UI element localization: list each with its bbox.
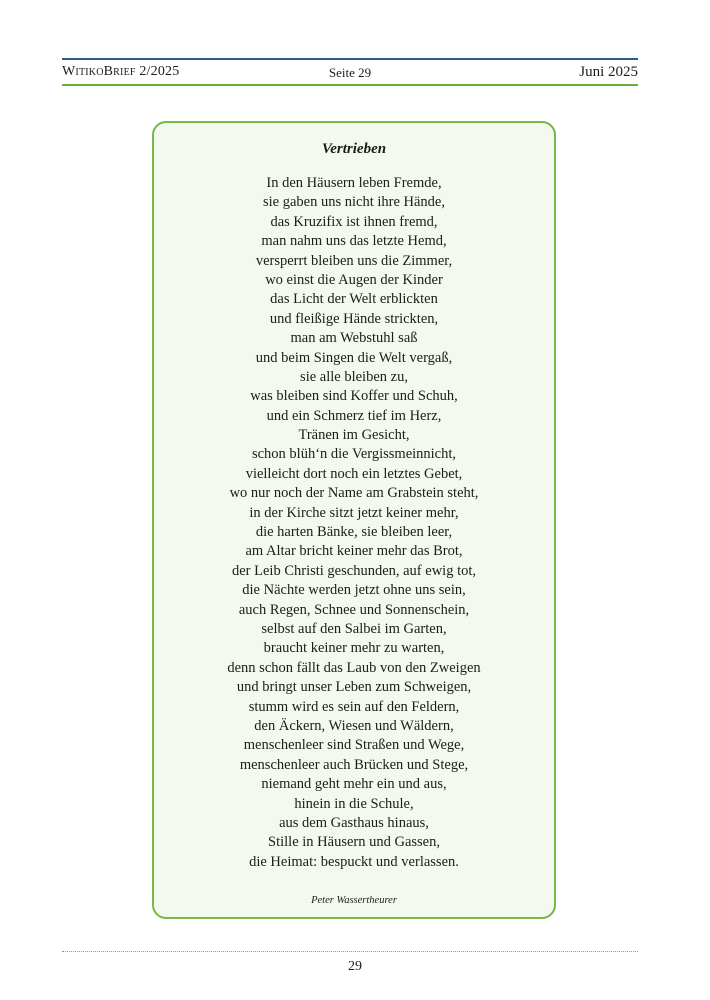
poem-line: braucht keiner mehr zu warten, xyxy=(263,640,445,657)
poem-line: man am Webstuhl saß xyxy=(290,330,418,347)
footer-page-number: 29 xyxy=(348,959,362,974)
poem-line: das Licht der Welt erblickten xyxy=(270,291,438,308)
footer-rule xyxy=(62,951,638,953)
poem-line: selbst auf den Salbei im Garten, xyxy=(261,620,447,637)
poem-line: menschenleer sind Straßen und Wege, xyxy=(243,737,465,754)
poem-line: schon blüh‘n die Vergissmeinnicht, xyxy=(251,446,457,463)
page-header xyxy=(62,58,638,88)
poem-line: versperrt bleiben uns die Zimmer, xyxy=(255,252,453,269)
header-publication: WitikoBrief 2/2025 xyxy=(62,64,180,79)
poem-line: was bleiben sind Koffer und Schuh, xyxy=(250,388,458,405)
poem-line: wo einst die Augen der Kinder xyxy=(265,271,443,288)
poem-line: hinein in die Schule, xyxy=(294,795,414,812)
poem-line: die Heimat: bespuckt und verlassen. xyxy=(249,853,459,870)
poem-line: die Nächte werden jetzt ohne uns sein, xyxy=(242,582,466,599)
poem-author: Peter Wassertheurer xyxy=(311,895,397,906)
poem-line: Stille in Häusern und Gassen, xyxy=(268,834,440,851)
poem-line: niemand geht mehr ein und aus, xyxy=(261,776,447,793)
poem-line: in der Kirche sitzt jetzt keiner mehr, xyxy=(249,504,459,521)
poem-line: und beim Singen die Welt vergaß, xyxy=(255,349,453,366)
poem-line: sie alle bleiben zu, xyxy=(300,368,408,385)
poem-line: die harten Bänke, sie bleiben leer, xyxy=(255,524,453,541)
poem-line: Tränen im Gesicht, xyxy=(298,427,410,444)
poem-title: Vertrieben xyxy=(321,141,387,157)
header-rule-top xyxy=(62,58,638,60)
poem-line: aus dem Gasthaus hinaus, xyxy=(279,814,429,831)
header-date: Juni 2025 xyxy=(579,64,638,80)
poem-line: das Kruzifix ist ihnen fremd, xyxy=(270,213,438,230)
poem-line: auch Regen, Schnee und Sonnenschein, xyxy=(238,601,470,618)
poem-line: wo nur noch der Name am Grabstein steht, xyxy=(229,485,479,502)
poem-line: sie gaben uns nicht ihre Hände, xyxy=(262,194,445,211)
poem-line: und ein Schmerz tief im Herz, xyxy=(266,407,442,424)
poem-line: denn schon fällt das Laub von den Zweigen xyxy=(227,659,481,676)
poem-line: den Äckern, Wiesen und Wäldern, xyxy=(254,717,454,734)
poem-line: der Leib Christi geschunden, auf ewig tot, xyxy=(231,562,477,579)
poem-line: und fleißige Hände strickten, xyxy=(269,310,439,327)
poem-line: man nahm uns das letzte Hemd, xyxy=(261,233,447,250)
poem-box xyxy=(152,121,556,919)
poem-lines xyxy=(154,174,554,872)
poem-line: am Altar bricht keiner mehr das Brot, xyxy=(245,543,463,560)
poem-line: In den Häusern leben Fremde, xyxy=(266,175,442,191)
header-rule-bottom xyxy=(62,84,638,86)
header-page-label: Seite 29 xyxy=(328,65,372,80)
poem-line: stumm wird es sein auf den Feldern, xyxy=(248,698,460,715)
poem-line: und bringt unser Leben zum Schweigen, xyxy=(236,679,472,696)
poem-line: vielleicht dort noch ein letztes Gebet, xyxy=(245,465,463,482)
poem-line: menschenleer auch Brücken und Stege, xyxy=(239,756,469,773)
